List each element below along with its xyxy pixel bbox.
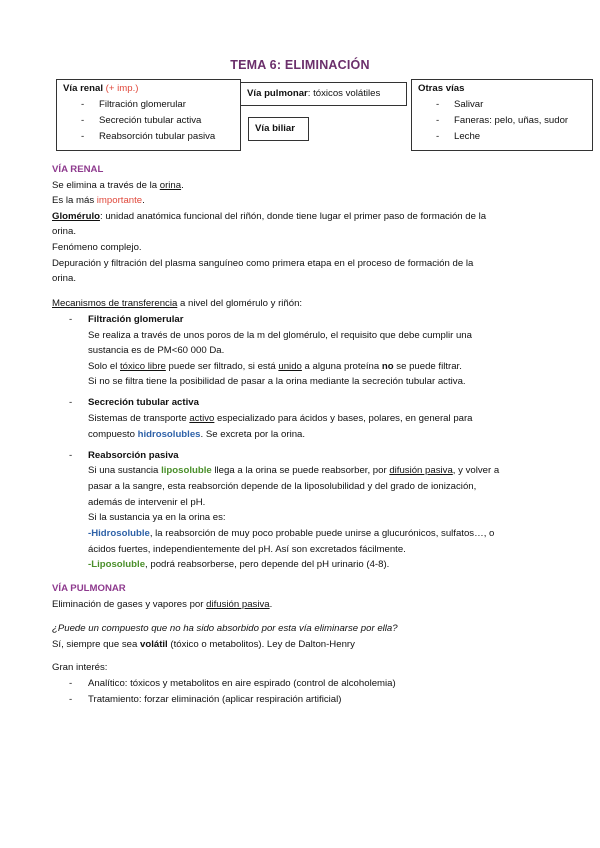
question-line: ¿Puede un compuesto que no ha sido absorbido por esta vía eliminarse por ella? bbox=[52, 623, 398, 634]
pulmonar-box-text: : tóxicos volátiles bbox=[307, 88, 381, 99]
text-line: sustancia es de PM<60 000 Da. bbox=[88, 345, 225, 356]
text-line: Gran interés: bbox=[52, 662, 108, 673]
text-line: ácidos fuertes, independientemente del pH. Así son excretados fácilmente. bbox=[88, 544, 406, 555]
biliar-summary-box bbox=[248, 117, 309, 141]
filtracion-title: Filtración glomerular bbox=[88, 314, 184, 325]
text-line: -Hidrosoluble, la reabsorción de muy poco probable puede unirse a glucurónicos, sulfatos…, o bbox=[88, 528, 495, 539]
text-line: Es la más importante. bbox=[52, 195, 145, 206]
list-item: Tratamiento: forzar eliminación (aplicar respiración artificial) bbox=[88, 694, 342, 705]
renal-box-note: (+ imp.) bbox=[105, 83, 139, 94]
text-line: Sistemas de transporte activo especializado para ácidos y bases, polares, en general para bbox=[88, 413, 473, 424]
list-item: - Salivar bbox=[436, 97, 568, 113]
list-item: - Filtración glomerular bbox=[81, 97, 215, 113]
pulmonar-heading: VÍA PULMONAR bbox=[52, 583, 126, 594]
text-line: Si no se filtra tiene la posibilidad de pasar a la orina mediante la secreción tubular activa. bbox=[88, 376, 466, 387]
text-line: Si una sustancia liposoluble llega a la orina se puede reabsorber, por difusión pasiva, y volver a bbox=[88, 465, 500, 476]
biliar-box-label: Vía biliar bbox=[255, 123, 295, 134]
reabsorcion-title: Reabsorción pasiva bbox=[88, 450, 179, 461]
text-line: Mecanismos de transferencia a nivel del glomérulo y riñón: bbox=[52, 298, 303, 309]
renal-heading: VÍA RENAL bbox=[52, 164, 104, 175]
text-line: Sí, siempre que sea volátil (tóxico o metabolitos). Ley de Dalton-Henry bbox=[52, 639, 355, 650]
text-line: pasar a la sangre, esta reabsorción depende de la liposolubilidad y del grado de ionización, bbox=[88, 481, 477, 492]
text-line: Si la sustancia ya en la orina es: bbox=[88, 512, 226, 523]
text-line: Depuración y filtración del plasma sanguíneo como primera etapa en el proceso de formación de la bbox=[52, 258, 474, 269]
text-line: orina. bbox=[52, 226, 76, 237]
text-line: Se elimina a través de la orina. bbox=[52, 180, 184, 191]
text-line: Eliminación de gases y vapores por difusión pasiva. bbox=[52, 599, 273, 610]
renal-summary-box bbox=[56, 79, 241, 151]
text-line: -Liposoluble, podrá reabsorberse, pero depende del pH urinario (4-8). bbox=[88, 559, 390, 570]
otras-box-label: Otras vías bbox=[418, 83, 465, 94]
page-title: TEMA 6: ELIMINACIÓN bbox=[230, 58, 370, 72]
text-line: compuesto hidrosolubles. Se excreta por la orina. bbox=[88, 429, 306, 440]
pulmonar-summary-box bbox=[240, 82, 407, 106]
text-line: Glomérulo: unidad anatómica funcional del riñón, donde tiene lugar el primer paso de formación de la bbox=[52, 211, 487, 222]
list-item: - Secreción tubular activa bbox=[81, 113, 215, 129]
text-line: Se realiza a través de unos poros de la m del glomérulo, el requisito que debe cumplir una bbox=[88, 330, 472, 341]
list-item: - Reabsorción tubular pasiva bbox=[81, 129, 215, 145]
list-item: - Faneras: pelo, uñas, sudor bbox=[436, 113, 568, 129]
text-line: además de intervenir el pH. bbox=[88, 497, 206, 508]
list-item: - Leche bbox=[436, 129, 568, 145]
list-item: Analítico: tóxicos y metabolitos en aire espirado (control de alcoholemia) bbox=[88, 678, 396, 689]
text-line: Solo el tóxico libre puede ser filtrado, si está unido a alguna proteína no se puede filtrar. bbox=[88, 361, 462, 372]
secrecion-title: Secreción tubular activa bbox=[88, 397, 199, 408]
text-line: Fenómeno complejo. bbox=[52, 242, 142, 253]
renal-box-label: Vía renal bbox=[63, 83, 103, 94]
pulmonar-box-label: Vía pulmonar bbox=[247, 88, 308, 99]
otras-summary-box bbox=[411, 79, 593, 151]
text-line: orina. bbox=[52, 273, 76, 284]
